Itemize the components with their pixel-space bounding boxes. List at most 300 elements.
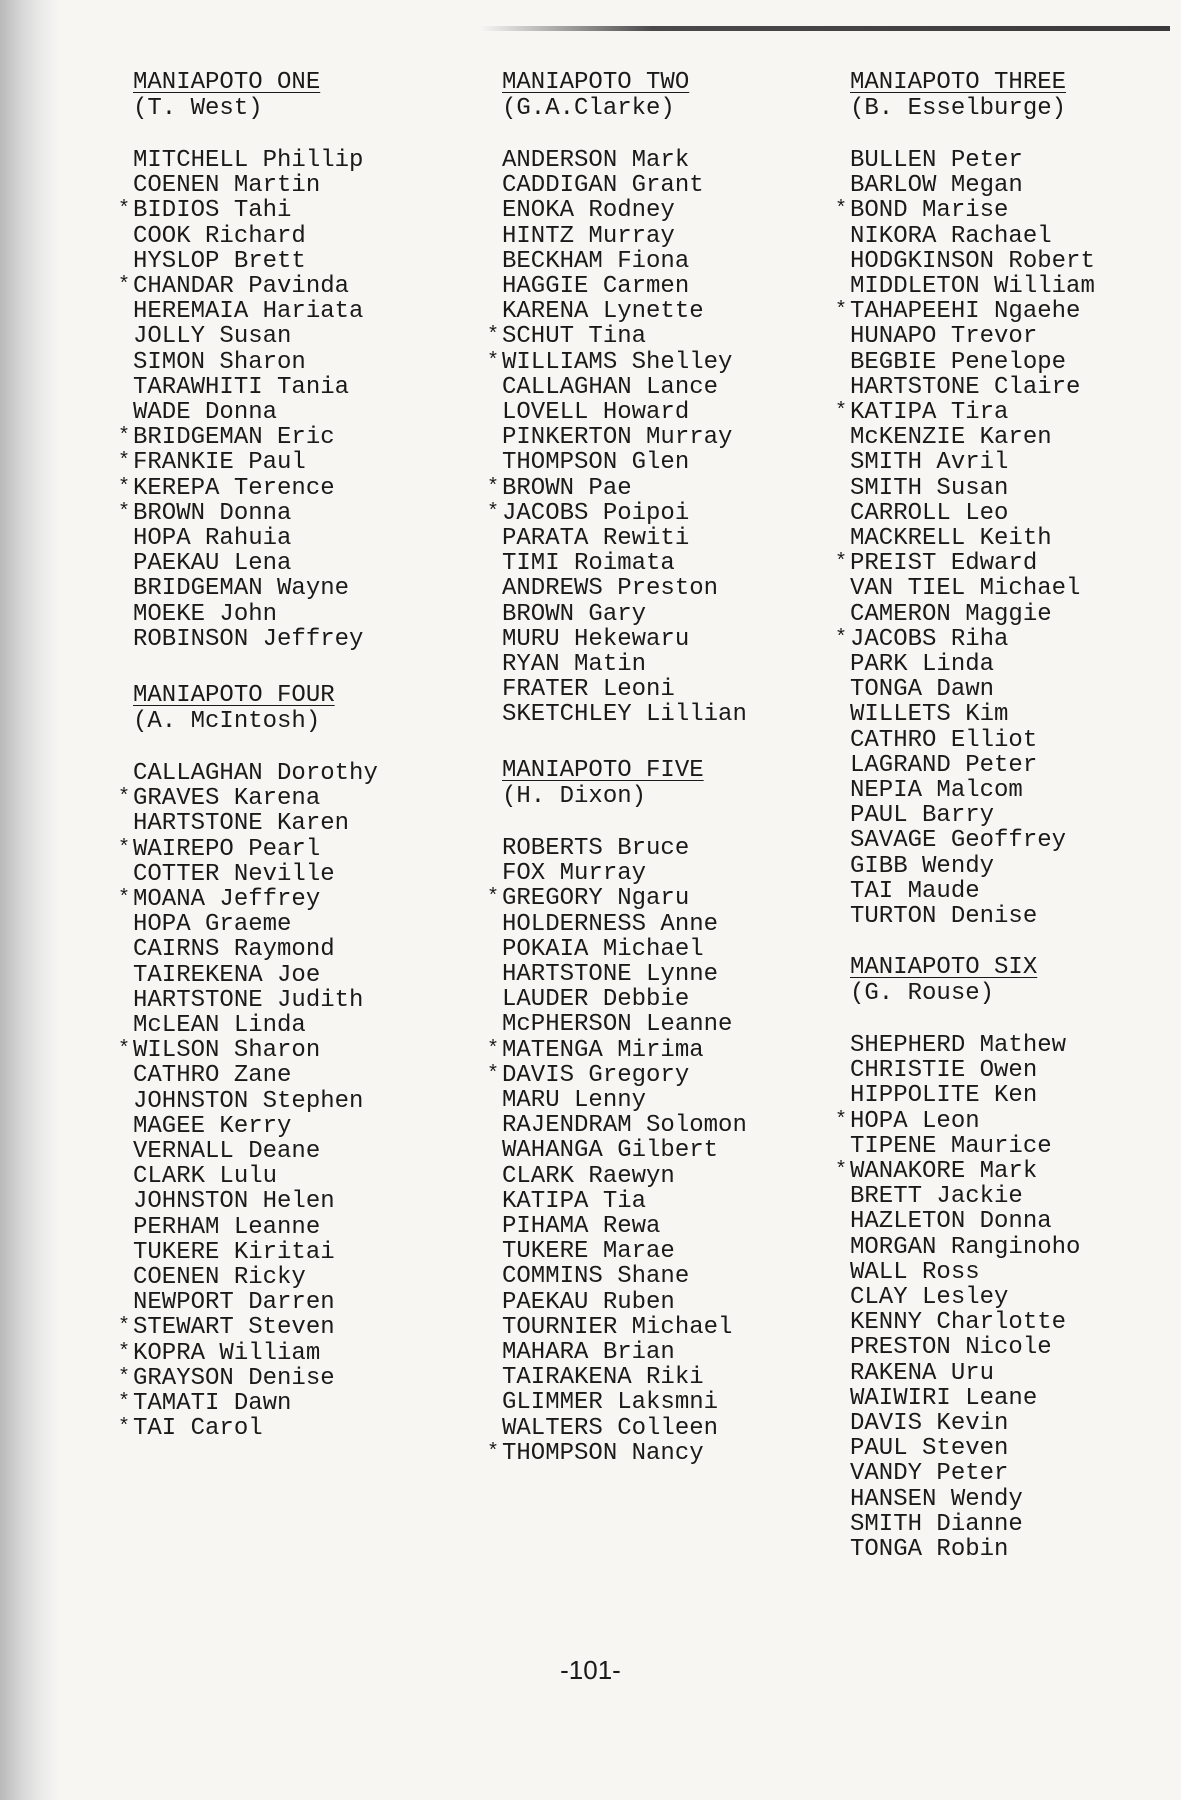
member-name: SAVAGE Geoffrey (850, 827, 1067, 855)
member-item (835, 399, 1150, 427)
member-item (850, 1386, 1150, 1411)
group-maniapoto-two (487, 69, 802, 729)
asterisk-marker: * (118, 500, 131, 524)
member-list (835, 147, 1150, 931)
member-item (502, 1189, 802, 1214)
member-item (850, 249, 1150, 274)
asterisk-marker: * (487, 324, 500, 348)
member-item (502, 1164, 802, 1189)
member-name: SMITH Dianne (850, 1510, 1023, 1538)
member-item (850, 1310, 1150, 1335)
member-name: BARLOW Megan (850, 172, 1023, 200)
member-name: BROWN Donna (133, 499, 292, 527)
member-item (850, 602, 1150, 627)
member-name: GLIMMER Laksmni (502, 1389, 719, 1417)
member-name: HEREMAIA Hariata (133, 298, 364, 326)
member-item (133, 988, 433, 1013)
asterisk-marker: * (835, 400, 848, 424)
member-item (850, 1436, 1150, 1461)
member-item (850, 1537, 1150, 1562)
group-leader: (G.A.Clarke) (502, 95, 675, 122)
member-name: KARENA Lynette (502, 298, 704, 326)
member-item (850, 904, 1150, 929)
member-item (502, 836, 802, 861)
member-name: McLEAN Linda (133, 1012, 306, 1040)
group-title: MANIAPOTO THREE (850, 69, 1067, 96)
member-name: HOPA Leon (850, 1107, 980, 1135)
member-item (850, 828, 1150, 853)
member-item (487, 1036, 802, 1064)
member-name: COOK Richard (133, 222, 306, 250)
member-item (502, 962, 802, 987)
member-name: MORGAN Ranginoho (850, 1233, 1081, 1261)
member-item (118, 785, 433, 813)
member-item (502, 677, 802, 702)
member-name: PREIST Edward (850, 550, 1038, 578)
member-name: NEPIA Malcom (850, 777, 1023, 805)
member-name: WAIWIRI Leane (850, 1384, 1038, 1412)
member-name: MARU Lenny (502, 1087, 647, 1115)
member-name: TAI Maude (850, 877, 980, 905)
member-item (118, 474, 433, 502)
member-item (502, 400, 802, 425)
member-name: TONGA Robin (850, 1536, 1009, 1564)
member-item (502, 1214, 802, 1239)
member-name: KATIPA Tira (850, 399, 1009, 427)
member-name: HOLDERNESS Anne (502, 910, 719, 938)
group-leader: (B. Esselburge) (850, 95, 1067, 122)
member-name: THOMPSON Glen (502, 449, 690, 477)
member-name: ROBERTS Bruce (502, 835, 690, 862)
member-item (133, 148, 433, 173)
member-name: MOANA Jeffrey (133, 886, 321, 914)
member-item (118, 1364, 433, 1392)
member-item (118, 499, 433, 527)
member-name: MITCHELL Phillip (133, 147, 364, 174)
asterisk-marker: * (118, 1340, 131, 1364)
member-item (133, 1089, 433, 1114)
asterisk-marker: * (118, 1391, 131, 1415)
member-item (850, 1209, 1150, 1234)
member-item (118, 424, 433, 452)
member-name: TAMATI Dawn (133, 1390, 292, 1418)
member-name: BRIDGEMAN Eric (133, 424, 335, 452)
member-item (850, 1285, 1150, 1310)
asterisk-marker: * (118, 786, 131, 810)
member-name: WILSON Sharon (133, 1037, 321, 1065)
member-name: CHRISTIE Owen (850, 1057, 1038, 1085)
member-item (502, 1138, 802, 1163)
member-name: JOHNSTON Helen (133, 1188, 335, 1216)
member-name: BEGBIE Penelope (850, 348, 1067, 376)
member-item (835, 550, 1150, 578)
member-name: PRESTON Nicole (850, 1334, 1052, 1362)
member-item (850, 778, 1150, 803)
member-name: KEREPA Terence (133, 474, 335, 502)
member-item (133, 324, 433, 349)
member-item (850, 450, 1150, 475)
asterisk-marker: * (835, 626, 848, 650)
member-name: TOURNIER Michael (502, 1313, 733, 1341)
member-item (487, 1061, 802, 1089)
member-name: SMITH Avril (850, 449, 1009, 477)
member-item (502, 198, 802, 223)
asterisk-marker: * (118, 1416, 131, 1440)
member-item (118, 886, 433, 914)
member-name: DAVIS Kevin (850, 1410, 1009, 1438)
member-name: JACOBS Poipoi (502, 499, 690, 527)
member-name: CAMERON Maggie (850, 600, 1052, 628)
member-item (850, 1335, 1150, 1360)
member-item (850, 1184, 1150, 1209)
member-item (502, 937, 802, 962)
member-name: ROBINSON Jeffrey (133, 625, 364, 653)
asterisk-marker: * (487, 1062, 500, 1086)
member-name: BRIDGEMAN Wayne (133, 575, 350, 603)
member-name: CALLAGHAN Lance (502, 373, 719, 401)
member-name: ANDREWS Preston (502, 575, 719, 603)
member-name: HARTSTONE Karen (133, 810, 350, 838)
member-name: PARK Linda (850, 651, 995, 679)
group-title: MANIAPOTO FIVE (502, 757, 704, 784)
member-item (118, 449, 433, 477)
asterisk-marker: * (118, 475, 131, 499)
member-item (118, 1037, 433, 1065)
member-item (118, 1415, 433, 1443)
member-item (133, 1013, 433, 1038)
member-item (487, 474, 802, 502)
member-name: CATHRO Elliot (850, 726, 1038, 754)
member-item (850, 173, 1150, 198)
member-name: BROWN Pae (502, 474, 632, 502)
asterisk-marker: * (118, 198, 131, 222)
member-item (850, 1361, 1150, 1386)
member-item (850, 324, 1150, 349)
member-item (502, 1264, 802, 1289)
member-item (502, 1088, 802, 1113)
member-item (502, 148, 802, 173)
page-number: -101- (560, 1655, 621, 1685)
asterisk-marker: * (118, 1365, 131, 1389)
member-name: TURTON Denise (850, 903, 1038, 931)
member-item (850, 224, 1150, 249)
member-item (487, 323, 802, 351)
member-name: BIDIOS Tahi (133, 197, 292, 225)
member-item (850, 1033, 1150, 1058)
member-item (502, 425, 802, 450)
asterisk-marker: * (487, 886, 500, 910)
member-item (835, 625, 1150, 653)
member-item (133, 1189, 433, 1214)
member-item (133, 1114, 433, 1139)
member-name: COMMINS Shane (502, 1263, 690, 1291)
member-name: BOND Marise (850, 197, 1009, 225)
member-name: TUKERE Kiritai (133, 1238, 335, 1266)
member-name: HARTSTONE Judith (133, 986, 364, 1014)
member-item (487, 1439, 802, 1467)
member-item (133, 602, 433, 627)
member-item (133, 1265, 433, 1290)
member-name: GIBB Wendy (850, 852, 995, 880)
member-item (133, 1240, 433, 1265)
member-name: TAHAPEEHI Ngaehe (850, 298, 1081, 326)
member-name: HIPPOLITE Ken (850, 1082, 1038, 1110)
member-item (835, 298, 1150, 326)
member-item (850, 1411, 1150, 1436)
member-item (502, 1365, 802, 1390)
asterisk-marker: * (118, 274, 131, 298)
member-name: JOHNSTON Stephen (133, 1087, 364, 1115)
member-name: TARAWHITI Tania (133, 373, 350, 401)
member-name: SMITH Susan (850, 474, 1009, 502)
member-item (502, 576, 802, 601)
member-name: BECKHAM Fiona (502, 247, 690, 275)
member-name: RYAN Matin (502, 651, 647, 679)
member-name: PAUL Steven (850, 1435, 1009, 1463)
member-item (133, 576, 433, 601)
member-item (850, 854, 1150, 879)
member-item (502, 274, 802, 299)
member-item (133, 1215, 433, 1240)
member-list (118, 147, 433, 653)
member-name: McKENZIE Karen (850, 424, 1052, 452)
member-name: VAN TIEL Michael (850, 575, 1081, 603)
member-item (850, 1260, 1150, 1285)
member-name: HOPA Rahuia (133, 525, 292, 553)
member-item (118, 1390, 433, 1418)
member-name: TONGA Dawn (850, 676, 995, 704)
member-item (850, 576, 1150, 601)
asterisk-marker: * (118, 425, 131, 449)
member-name: DAVIS Gregory (502, 1061, 690, 1089)
member-name: RAJENDRAM Solomon (502, 1112, 747, 1140)
member-name: COENEN Ricky (133, 1264, 306, 1292)
member-item (850, 350, 1150, 375)
member-name: MAGEE Kerry (133, 1112, 292, 1140)
member-item (118, 1339, 433, 1367)
group-maniapoto-one (118, 69, 433, 653)
member-name: TIMI Roimata (502, 550, 675, 578)
member-list (118, 760, 433, 1443)
member-item (502, 1416, 802, 1441)
asterisk-marker: * (487, 500, 500, 524)
member-item (118, 197, 433, 225)
member-name: KATIPA Tia (502, 1187, 647, 1215)
member-name: SCHUT Tina (502, 323, 647, 351)
member-item (502, 987, 802, 1012)
member-name: BRETT Jackie (850, 1183, 1023, 1211)
member-name: WANAKORE Mark (850, 1158, 1038, 1186)
member-item (133, 1164, 433, 1189)
member-item (133, 1290, 433, 1315)
member-item (850, 1058, 1150, 1083)
member-item (502, 375, 802, 400)
member-item (502, 652, 802, 677)
member-name: LAGRAND Peter (850, 751, 1038, 779)
asterisk-marker: * (835, 1108, 848, 1132)
member-name: HARTSTONE Lynne (502, 961, 719, 989)
member-name: STEWART Steven (133, 1314, 335, 1342)
member-name: CARROLL Leo (850, 499, 1009, 527)
member-item (850, 677, 1150, 702)
group-title: MANIAPOTO ONE (133, 69, 321, 96)
group-leader: (A. McIntosh) (133, 708, 321, 735)
member-item (502, 450, 802, 475)
member-name: ENOKA Rodney (502, 197, 675, 225)
member-name: CLARK Raewyn (502, 1162, 675, 1190)
member-item (850, 1134, 1150, 1159)
member-item (133, 551, 433, 576)
member-item (133, 400, 433, 425)
member-item (133, 1139, 433, 1164)
member-item (502, 861, 802, 886)
asterisk-marker: * (118, 1038, 131, 1062)
member-name: BROWN Gary (502, 600, 647, 628)
group-title: MANIAPOTO FOUR (133, 682, 335, 709)
member-name: CAIRNS Raymond (133, 936, 335, 964)
member-name: MOEKE John (133, 600, 278, 628)
member-name: CHANDAR Pavinda (133, 273, 350, 301)
member-name: TAI Carol (133, 1415, 263, 1443)
member-item (133, 375, 433, 400)
member-item (502, 1239, 802, 1264)
asterisk-marker: * (835, 198, 848, 222)
asterisk-marker: * (118, 450, 131, 474)
member-item (118, 835, 433, 863)
member-item (133, 627, 433, 652)
member-name: COENEN Martin (133, 172, 321, 200)
member-item (502, 1390, 802, 1415)
group-maniapoto-four (118, 682, 433, 1443)
member-name: HINTZ Murray (502, 222, 675, 250)
member-item (850, 375, 1150, 400)
member-item (502, 602, 802, 627)
member-item (850, 879, 1150, 904)
member-name: RAKENA Uru (850, 1359, 995, 1387)
member-name: HAZLETON Donna (850, 1208, 1052, 1236)
member-item (133, 862, 433, 887)
member-item (502, 526, 802, 551)
member-name: GRAYSON Denise (133, 1364, 335, 1392)
member-name: HYSLOP Brett (133, 247, 306, 275)
member-name: LOVELL Howard (502, 399, 690, 427)
member-name: TAIREKENA Joe (133, 961, 321, 989)
member-name: TIPENE Maurice (850, 1132, 1052, 1160)
member-name: WILLETS Kim (850, 701, 1009, 729)
member-name: PIHAMA Rewa (502, 1213, 661, 1241)
member-name: MATENGA Mirima (502, 1036, 704, 1064)
member-item (502, 249, 802, 274)
asterisk-marker: * (487, 349, 500, 373)
member-name: FRATER Leoni (502, 676, 675, 704)
member-name: JOLLY Susan (133, 323, 292, 351)
group-leader: (T. West) (133, 95, 263, 122)
group-title: MANIAPOTO SIX (850, 954, 1038, 981)
group-maniapoto-six (835, 954, 1150, 1564)
member-name: WAHANGA Gilbert (502, 1137, 719, 1165)
member-name: SHEPHERD Mathew (850, 1032, 1067, 1059)
member-item (835, 1107, 1150, 1135)
member-name: HAGGIE Carmen (502, 273, 690, 301)
member-item (850, 1512, 1150, 1537)
asterisk-marker: * (487, 475, 500, 499)
member-item (487, 499, 802, 527)
member-name: CLAY Lesley (850, 1284, 1009, 1312)
member-item (502, 1315, 802, 1340)
member-item (487, 348, 802, 376)
member-name: McPHERSON Leanne (502, 1011, 733, 1039)
asterisk-marker: * (118, 1315, 131, 1339)
member-item (850, 425, 1150, 450)
member-name: POKAIA Michael (502, 935, 704, 963)
member-name: MIDDLETON William (850, 273, 1095, 301)
member-item (850, 148, 1150, 173)
group-leader: (H. Dixon) (502, 783, 647, 810)
member-item (850, 753, 1150, 778)
member-name: LAUDER Debbie (502, 986, 690, 1014)
asterisk-marker: * (118, 836, 131, 860)
group-title: MANIAPOTO TWO (502, 69, 690, 96)
member-name: WAIREPO Pearl (133, 835, 321, 863)
member-name: HODGKINSON Robert (850, 247, 1095, 275)
member-item (133, 811, 433, 836)
member-item (850, 1083, 1150, 1108)
member-name: PERHAM Leanne (133, 1213, 321, 1241)
member-name: JACOBS Riha (850, 625, 1009, 653)
member-name: WADE Donna (133, 399, 278, 427)
member-name: WILLIAMS Shelley (502, 348, 733, 376)
member-name: PARATA Rewiti (502, 525, 690, 553)
member-item (835, 1158, 1150, 1186)
asterisk-marker: * (835, 551, 848, 575)
member-item (133, 350, 433, 375)
member-name: CADDIGAN Grant (502, 172, 704, 200)
member-item (850, 501, 1150, 526)
asterisk-marker: * (487, 1440, 500, 1464)
member-name: KOPRA William (133, 1339, 321, 1367)
member-item (502, 1113, 802, 1138)
member-item (118, 273, 433, 301)
member-item (133, 1063, 433, 1088)
member-item (118, 1314, 433, 1342)
member-name: HOPA Graeme (133, 911, 292, 939)
member-name: MACKRELL Keith (850, 525, 1052, 553)
member-name: WALL Ross (850, 1258, 980, 1286)
asterisk-marker: * (118, 887, 131, 911)
member-name: HUNAPO Trevor (850, 323, 1038, 351)
member-name: PAEKAU Ruben (502, 1288, 675, 1316)
group-leader: (G. Rouse) (850, 980, 995, 1007)
member-item (133, 299, 433, 324)
member-name: TUKERE Marae (502, 1238, 675, 1266)
asterisk-marker: * (487, 1037, 500, 1061)
group-maniapoto-three (835, 69, 1150, 931)
member-item (502, 551, 802, 576)
member-item (502, 1340, 802, 1365)
member-name: PAEKAU Lena (133, 550, 292, 578)
member-name: THOMPSON Nancy (502, 1439, 704, 1467)
member-list (487, 835, 802, 1467)
member-name: CLARK Lulu (133, 1163, 278, 1191)
member-item (502, 1290, 802, 1315)
member-name: SKETCHLEY Lillian (502, 701, 747, 729)
member-name: FRANKIE Paul (133, 449, 306, 477)
member-item (487, 885, 802, 913)
member-name: KENNY Charlotte (850, 1309, 1067, 1337)
member-name: TAIRAKENA Riki (502, 1364, 704, 1392)
member-item (850, 728, 1150, 753)
member-item (850, 274, 1150, 299)
